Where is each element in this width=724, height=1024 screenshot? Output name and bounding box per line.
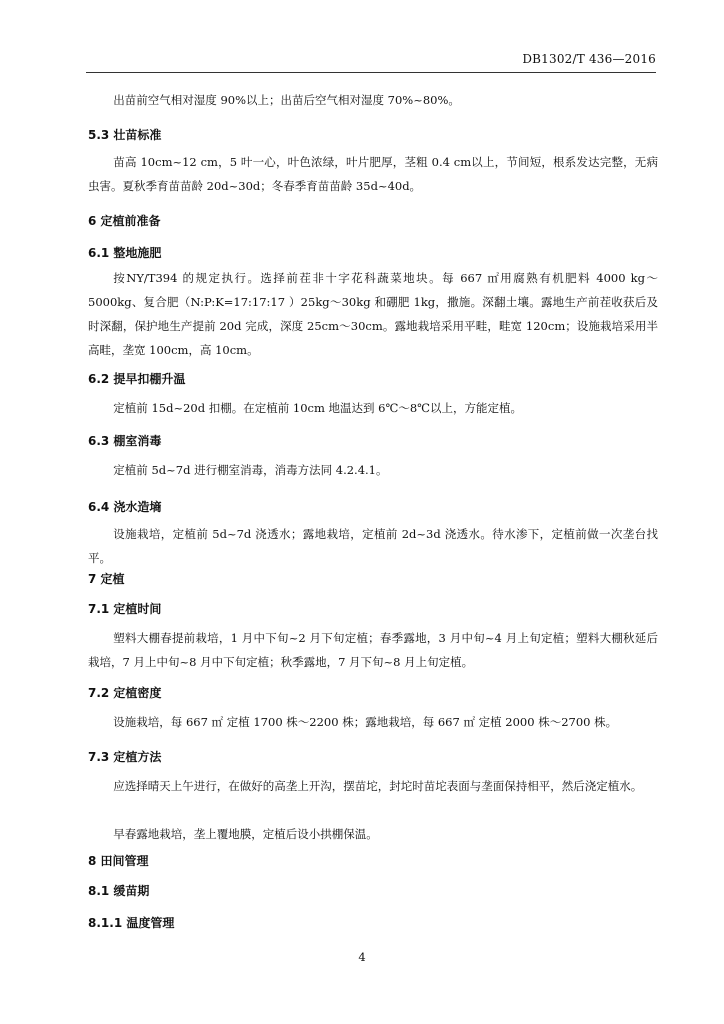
heading-8-1-1: 8.1.1 温度管理 [88,916,175,930]
heading-8-1: 8.1 缓苗期 [88,884,150,898]
paragraph-greenhouse-warm: 定植前 15d~20d 扣棚。在定植前 10cm 地温达到 6℃～8℃以上，方能定植。 [113,401,523,415]
paragraph-planting-density: 设施栽培，每 667 ㎡ 定植 1700 株～2200 株；露地栽培，每 667 ㎡ 定植 2000 株～2700 株。 [113,715,618,729]
header-divider [86,72,656,73]
heading-6-4: 6.4 浇水造墒 [88,500,162,514]
heading-7-2: 7.2 定植密度 [88,686,162,700]
paragraph-strong-seedling: 苗高 10cm~12 cm，5 叶一心，叶色浓绿，叶片肥厚，茎粗 0.4 cm以上，节间短，根系发达完整，无病虫害。夏秋季育苗苗龄 20d~30d；冬春季育苗苗龄 35d~40d。 [88,155,658,193]
paragraph-disinfection: 定植前 5d~7d 进行棚室消毒，消毒方法同 4.2.4.1。 [113,463,388,477]
paragraph-watering: 设施栽培，定植前 5d~7d 浇透水；露地栽培，定植前 2d~3d 浇透水。待水渗下，定植前做一次垄台找平。 [88,527,658,565]
heading-7-1: 7.1 定植时间 [88,602,162,616]
paragraph-fertilization: 按NY/T394 的规定执行。选择前茬非十字花科蔬菜地块。每 667 ㎡用腐熟有机肥料 4000 kg～5000kg、复合肥（N:P:K=17:17:17 ）25kg～30kg 和硼肥 1kg，撒施。深翻土壤。露地生产前茬收获后及时深翻，保护地生产提前 20d 完成，深度 25cm～30cm。露地栽培采用平畦，畦宽 120cm；设施栽培采用半高畦，垄宽 100cm，高 10cm。 [88,271,658,357]
heading-8: 8 田间管理 [88,854,149,868]
paragraph-planting-method: 应选择晴天上午进行，在做好的高垄上开沟，摆苗坨，封坨时苗坨表面与垄面保持相平，然后浇定植水。 [113,779,643,793]
heading-7: 7 定植 [88,572,125,586]
page-number: 4 [358,950,366,964]
paragraph-humidity: 出苗前空气相对湿度 90%以上；出苗后空气相对湿度 70%~80%。 [113,93,460,107]
heading-6-2: 6.2 提早扣棚升温 [88,372,186,386]
paragraph-planting-time: 塑料大棚春提前栽培，1 月中下旬~2 月下旬定植；春季露地，3 月中旬~4 月上旬定植；塑料大棚秋延后栽培，7 月上中旬~8 月中下旬定植；秋季露地，7 月下旬~8 月上旬定植。 [88,631,658,669]
heading-6: 6 定植前准备 [88,214,161,228]
heading-6-3: 6.3 棚室消毒 [88,434,162,448]
document-id-header: DB1302/T 436—2016 [522,52,656,66]
heading-6-1: 6.1 整地施肥 [88,246,162,260]
heading-7-3: 7.3 定植方法 [88,750,162,764]
paragraph-early-spring: 早春露地栽培，垄上覆地膜，定植后设小拱棚保温。 [113,827,378,841]
heading-5-3: 5.3 壮苗标准 [88,128,162,142]
